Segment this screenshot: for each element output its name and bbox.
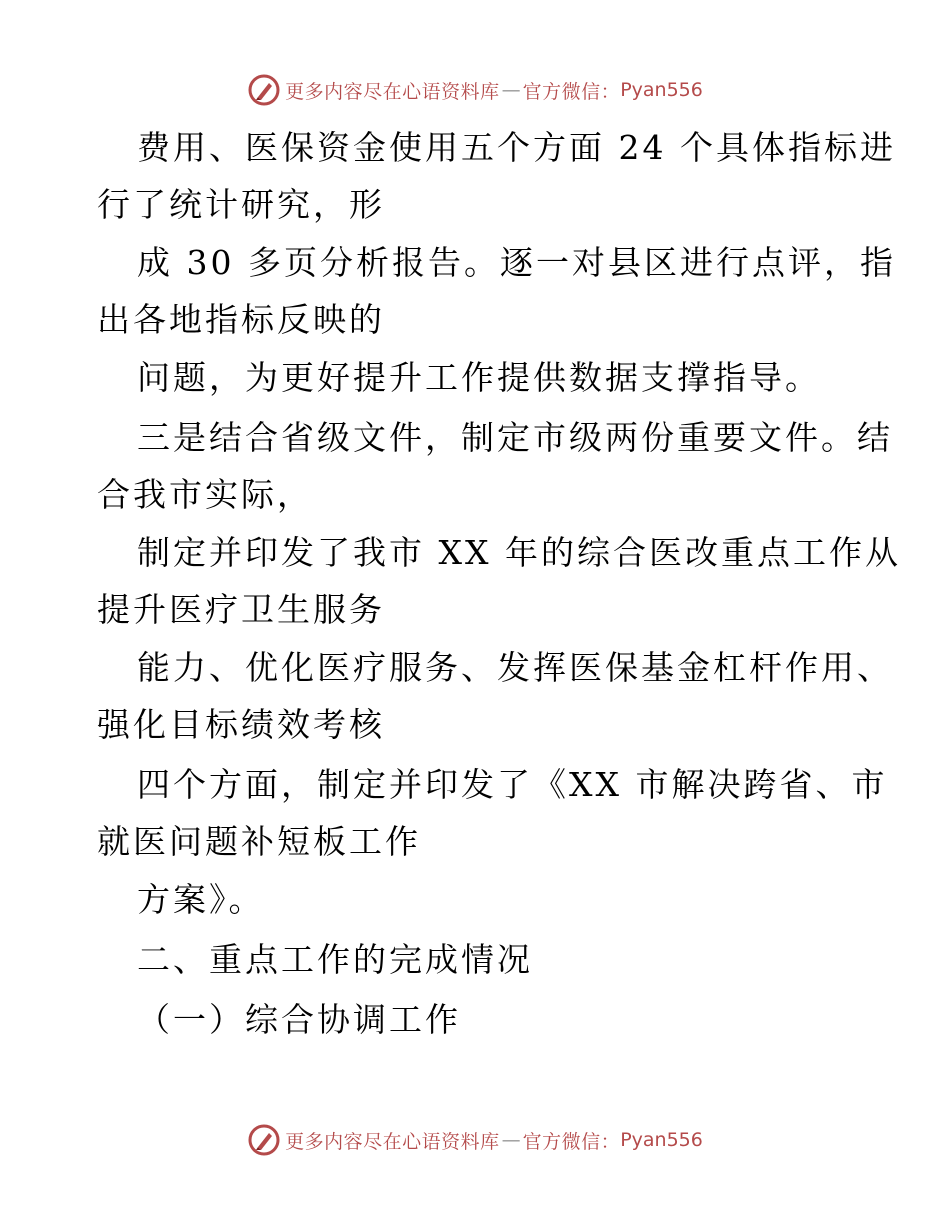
text-line: 合我市实际， (97, 475, 313, 514)
section-heading: 二、重点工作的完成情况 (137, 940, 533, 979)
text-line: 成 30 多页分析报告。逐一对县区进行点评，指 (137, 243, 896, 282)
text-line: 方案》。 (137, 880, 265, 919)
text-line: 费用、医保资金使用五个方面 24 个具体指标进 (137, 128, 896, 167)
text-line: 四个方面，制定并印发了《XX 市解决跨省、市 (137, 765, 888, 804)
watermark-label: 官方微信： (522, 1130, 621, 1153)
text-line: 强化目标绩效考核 (97, 705, 385, 744)
watermark-label: 官方微信： (522, 80, 621, 103)
text-line: 问题，为更好提升工作提供数据支撑指导。 (137, 358, 821, 397)
watermark-text: 更多内容尽在心语资料库 (285, 1130, 500, 1153)
watermark-wechat-id: Pyan556 (620, 1129, 703, 1151)
text-line: 行了统计研究，形 (97, 185, 385, 224)
footer-watermark (0, 1120, 950, 1160)
text-line: 三是结合省级文件，制定市级两份重要文件。结 (137, 418, 893, 457)
text-line: 制定并印发了我市 XX 年的综合医改重点工作从 (137, 533, 901, 572)
text-line: 出各地指标反映的 (97, 300, 385, 339)
text-line: 能力、优化医疗服务、发挥医保基金杠杆作用、 (137, 648, 893, 687)
watermark-separator: — (501, 1129, 521, 1151)
text-line: 提升医疗卫生服务 (97, 590, 385, 629)
subsection-heading: （一）综合协调工作 (137, 1000, 461, 1039)
watermark-separator: — (501, 79, 521, 101)
watermark-text: 更多内容尽在心语资料库 (285, 80, 500, 103)
watermark-wechat-id: Pyan556 (620, 79, 703, 101)
pen-badge-icon (247, 1123, 281, 1157)
text-line: 就医问题补短板工作 (97, 822, 421, 861)
